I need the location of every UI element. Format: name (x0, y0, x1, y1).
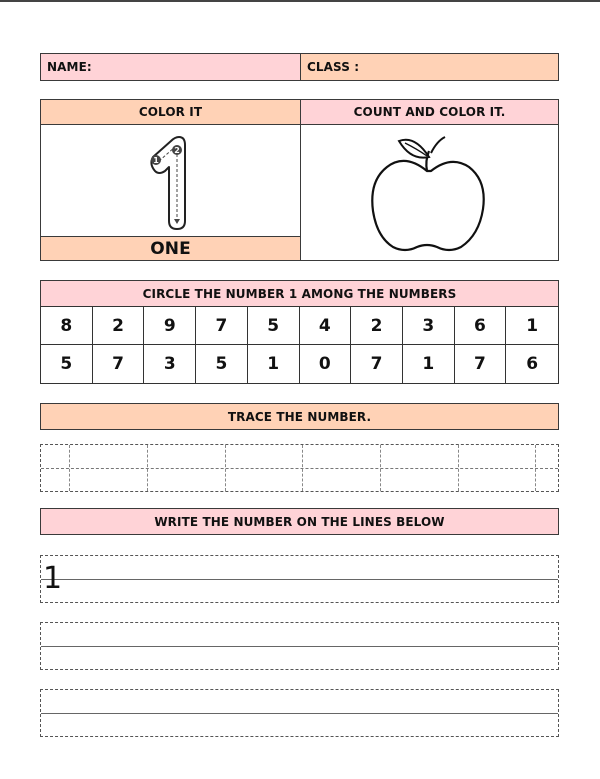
write-number-title: WRITE THE NUMBER ON THE LINES BELOW (40, 508, 559, 535)
number-cell[interactable]: 0 (300, 345, 352, 383)
number-cell[interactable]: 4 (300, 307, 352, 345)
number-cell[interactable]: 3 (403, 307, 455, 345)
stroke-mark-1: 1 (153, 156, 159, 165)
number-cell[interactable]: 6 (455, 307, 507, 345)
page-top-border (0, 0, 600, 2)
number-cell[interactable]: 3 (144, 345, 196, 383)
count-color-title: COUNT AND COLOR IT. (300, 99, 559, 125)
number-cell[interactable]: 1 (506, 307, 558, 345)
count-color-panel (300, 124, 559, 261)
number-cell[interactable]: 8 (41, 307, 93, 345)
trace-number-title: TRACE THE NUMBER. (40, 403, 559, 430)
trace-area[interactable] (40, 444, 559, 492)
number-cell[interactable]: 7 (455, 345, 507, 383)
number-cell[interactable]: 1 (248, 345, 300, 383)
stroke-mark-2: 2 (174, 146, 180, 155)
number-cell[interactable]: 2 (93, 307, 145, 345)
number-cell[interactable]: 7 (93, 345, 145, 383)
number-cell[interactable]: 5 (41, 345, 93, 383)
name-field[interactable] (40, 53, 301, 81)
number-grid (40, 306, 559, 384)
number-cell[interactable]: 7 (351, 345, 403, 383)
color-it-title: COLOR IT (40, 99, 301, 125)
number-cell[interactable]: 5 (196, 345, 248, 383)
writing-line-1[interactable] (40, 555, 559, 603)
number-cell[interactable]: 6 (526, 354, 539, 374)
class-field[interactable] (300, 53, 559, 81)
writing-line-3[interactable] (40, 689, 559, 737)
number-one-outline-icon (137, 131, 207, 237)
writing-line-2[interactable] (40, 622, 559, 670)
number-cell[interactable]: 7 (196, 307, 248, 345)
class-label: CLASS : (307, 60, 360, 74)
one-caption: ONE (40, 236, 301, 261)
number-cell[interactable]: 1 (403, 345, 455, 383)
number-cell[interactable]: 9 (144, 307, 196, 345)
number-cell[interactable]: 2 (351, 307, 403, 345)
number-cell[interactable]: 5 (248, 307, 300, 345)
circle-number-title: CIRCLE THE NUMBER 1 AMONG THE NUMBERS (40, 280, 559, 307)
example-number: 1 (43, 561, 63, 596)
apple-icon (365, 131, 495, 255)
name-label: NAME: (47, 60, 92, 74)
